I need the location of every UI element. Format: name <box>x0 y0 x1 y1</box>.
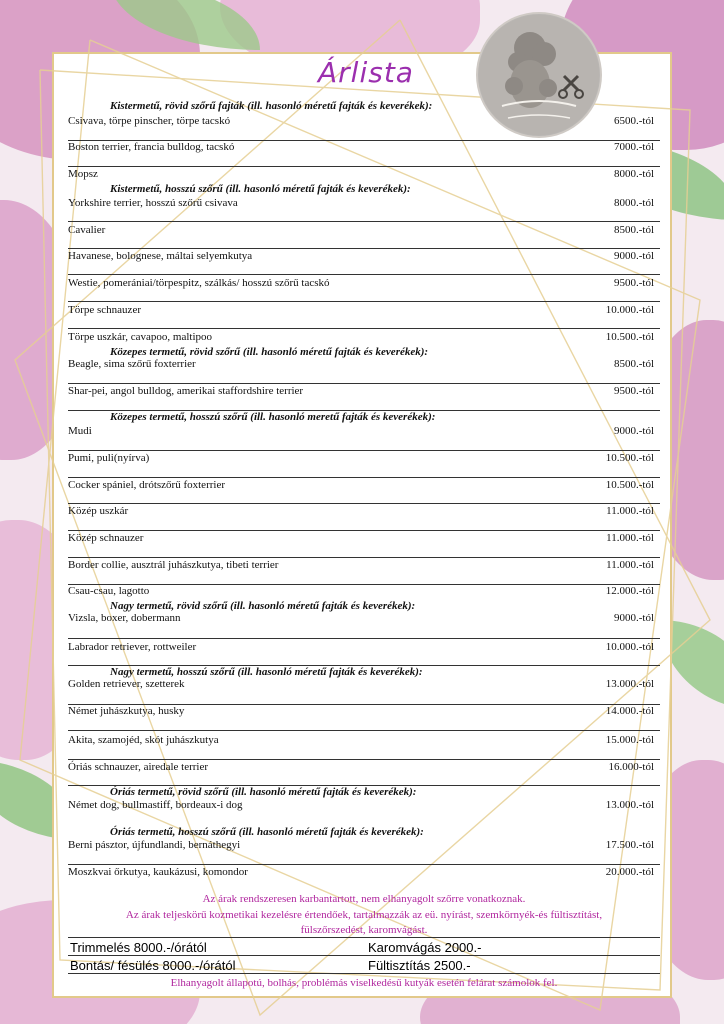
divider <box>68 937 660 938</box>
price-row <box>68 452 660 464</box>
price-row <box>68 705 660 717</box>
price: 8000.-tól <box>613 168 654 180</box>
price: 12.000.-tól <box>605 585 654 597</box>
price: 15.000.-tól <box>605 734 654 746</box>
price: 16.000-tól <box>608 761 654 773</box>
category-heading: Óriás termetű, rövid szőrű (ill. hasonló méretű fajták és keverékek): <box>110 786 417 798</box>
price: 10.500.-tól <box>605 452 654 464</box>
category-heading: Nagy termetű, hosszú szőrű (ill. hasonló méretű fajták és keverékek): <box>110 666 423 678</box>
price-row <box>68 866 660 878</box>
price-row <box>68 839 660 851</box>
price-row <box>68 734 660 746</box>
price: 14.000.-tól <box>605 705 654 717</box>
price-row <box>68 678 660 690</box>
breed-name: Labrador retriever, rottweiler <box>68 641 197 653</box>
price-row <box>68 799 660 811</box>
price: 8500.-tól <box>613 358 654 370</box>
price-row <box>68 612 660 624</box>
category-heading: Kistermetű, rövid szőrű fajták (ill. hasonló méretű fajták és keverékek): <box>110 100 433 112</box>
breed-name: Pumi, puli(nyírva) <box>68 452 150 464</box>
row-divider <box>68 503 660 504</box>
breed-name: Német dog, bullmastiff, bordeaux-i dog <box>68 799 243 811</box>
price-row <box>68 115 660 127</box>
category-heading: Közepes termetű, hosszú szőrű (ill. hasonló meretű fajták és keverékek): <box>110 411 436 423</box>
breed-name: Shar-pei, angol bulldog, amerikai staffordshire terrier <box>68 385 304 397</box>
price: 8000.-tól <box>613 197 654 209</box>
breed-name: Moszkvai őrkutya, kaukázusi, komondor <box>68 866 248 878</box>
row-divider <box>68 450 660 451</box>
note-line-2: Az árak teljeskörű kozmetikai kezelésre értendőek, tartalmazzák az eü. nyírást, szemkörnyék-és fültisztítást, <box>125 909 603 921</box>
row-divider <box>68 730 660 731</box>
breed-name: Havanese, bolognese, máltai selyemkutya <box>68 250 253 262</box>
price: 10.000.-tól <box>605 641 654 653</box>
extra-service: Trimmelés 8000.-/órától <box>70 940 207 955</box>
breed-name: Mudi <box>68 425 92 437</box>
price: 13.000.-tól <box>605 799 654 811</box>
breed-name: Törpe schnauzer <box>68 304 141 316</box>
extra-service: Karomvágás 2000.- <box>368 940 482 955</box>
row-divider <box>68 759 660 760</box>
breed-name: Border collie, ausztrál juhászkutya, tibeti terrier <box>68 559 279 571</box>
price: 13.000.-tól <box>605 678 654 690</box>
breed-name: Német juhászkutya, husky <box>68 705 185 717</box>
price: 17.500.-tól <box>605 839 654 851</box>
row-divider <box>68 477 660 478</box>
price: 8500.-tól <box>613 224 654 236</box>
extra-service: Bontás/ fésülés 8000.-/órától <box>70 958 236 973</box>
price: 20.000.-tól <box>605 866 654 878</box>
price: 9500.-tól <box>613 385 654 397</box>
price-row <box>68 277 660 289</box>
price-row <box>68 479 660 491</box>
price-row <box>68 197 660 209</box>
price-row <box>68 641 660 653</box>
footer-note: Elhanyagolt állapotú, bolhás, problémás viselkedésű kutyák esetén felárat számolok fel. <box>170 977 558 989</box>
row-divider <box>68 248 660 249</box>
price-row <box>68 532 660 544</box>
note-line-3: fülszőrszedést, karomvágást. <box>300 924 428 936</box>
breed-name: Boston terrier, francia bulldog, tacskó <box>68 141 235 153</box>
row-divider <box>68 638 660 639</box>
breed-name: Yorkshire terrier, hosszú szőrű csivava <box>68 197 238 209</box>
breed-name: Akita, szamojéd, skót juhászkutya <box>68 734 219 746</box>
row-divider <box>68 221 660 222</box>
breed-name: Csivava, törpe pinscher, törpe tacskó <box>68 115 231 127</box>
row-divider <box>68 557 660 558</box>
price: 11.000.-tól <box>606 505 654 517</box>
price: 7000.-tól <box>613 141 654 153</box>
breed-name: Törpe uszkár, cavapoo, maltipoo <box>68 331 213 343</box>
category-heading: Nagy termetű, rövid szőrű (ill. hasonló méretű fajták és keverékek): <box>110 600 416 612</box>
row-divider <box>68 785 660 786</box>
row-divider <box>68 274 660 275</box>
row-divider <box>68 704 660 705</box>
breed-name: Westie, pomerániai/törpespitz, szálkás/ hosszú szőrű tacskó <box>68 277 330 289</box>
note-line-1: Az árak rendszeresen karbantartott, nem elhanyagolt szőrre vonatkoznak. <box>202 893 526 905</box>
price: 11.000.-tól <box>606 532 654 544</box>
row-divider <box>68 301 660 302</box>
breed-name: Berni pásztor, újfundlandi, bernáthegyi <box>68 839 241 851</box>
row-divider <box>68 328 660 329</box>
price-row <box>68 385 660 397</box>
price: 9500.-tól <box>613 277 654 289</box>
extra-service: Fültisztítás 2500.- <box>368 958 471 973</box>
breed-name: Vizsla, boxer, dobermann <box>68 612 181 624</box>
breed-name: Cocker spániel, drótszőrű foxterrier <box>68 479 225 491</box>
price: 10.500.-tól <box>605 331 654 343</box>
category-heading: Óriás termetű, hosszú szőrű (ill. hasonló méretű fajták és keverékek): <box>110 826 424 838</box>
row-divider <box>68 864 660 865</box>
category-heading: Kistermetű, hosszú szőrű (ill. hasonló méretű fajták és keverékek): <box>110 183 411 195</box>
price: 11.000.-tól <box>606 559 654 571</box>
price: 10.000.-tól <box>605 304 654 316</box>
price-row <box>68 141 660 153</box>
price-row <box>68 331 660 343</box>
breed-name: Közép uszkár <box>68 505 129 517</box>
price-row <box>68 168 660 180</box>
price: 9000.-tól <box>613 425 654 437</box>
breed-name: Közép schnauzer <box>68 532 144 544</box>
divider <box>68 973 660 974</box>
breed-name: Cavalier <box>68 224 106 236</box>
row-divider <box>68 584 660 585</box>
price-row <box>68 559 660 571</box>
price: 6500.-tól <box>613 115 654 127</box>
row-divider <box>68 166 660 167</box>
price-row <box>68 585 660 597</box>
page-title: Árlista <box>318 56 414 89</box>
price-row <box>68 224 660 236</box>
category-heading: Közepes termetű, rövid szőrű (ill. hasonló méretű fajták és keverékek): <box>110 346 429 358</box>
price: 10.500.-tól <box>605 479 654 491</box>
row-divider <box>68 530 660 531</box>
breed-name: Óriás schnauzer, airedale terrier <box>68 761 209 773</box>
row-divider <box>68 410 660 411</box>
row-divider <box>68 665 660 666</box>
price-row <box>68 304 660 316</box>
breed-name: Mopsz <box>68 168 98 180</box>
price-row <box>68 250 660 262</box>
price-row <box>68 425 660 437</box>
divider <box>68 955 660 956</box>
price-row <box>68 761 660 773</box>
price: 9000.-tól <box>613 250 654 262</box>
price: 9000.-tól <box>613 612 654 624</box>
breed-name: Golden retriever, szetterek <box>68 678 185 690</box>
price-row <box>68 505 660 517</box>
row-divider <box>68 140 660 141</box>
price-row <box>68 358 660 370</box>
row-divider <box>68 383 660 384</box>
breed-name: Csau-csau, lagotto <box>68 585 150 597</box>
breed-name: Beagle, sima szőrű foxterrier <box>68 358 196 370</box>
